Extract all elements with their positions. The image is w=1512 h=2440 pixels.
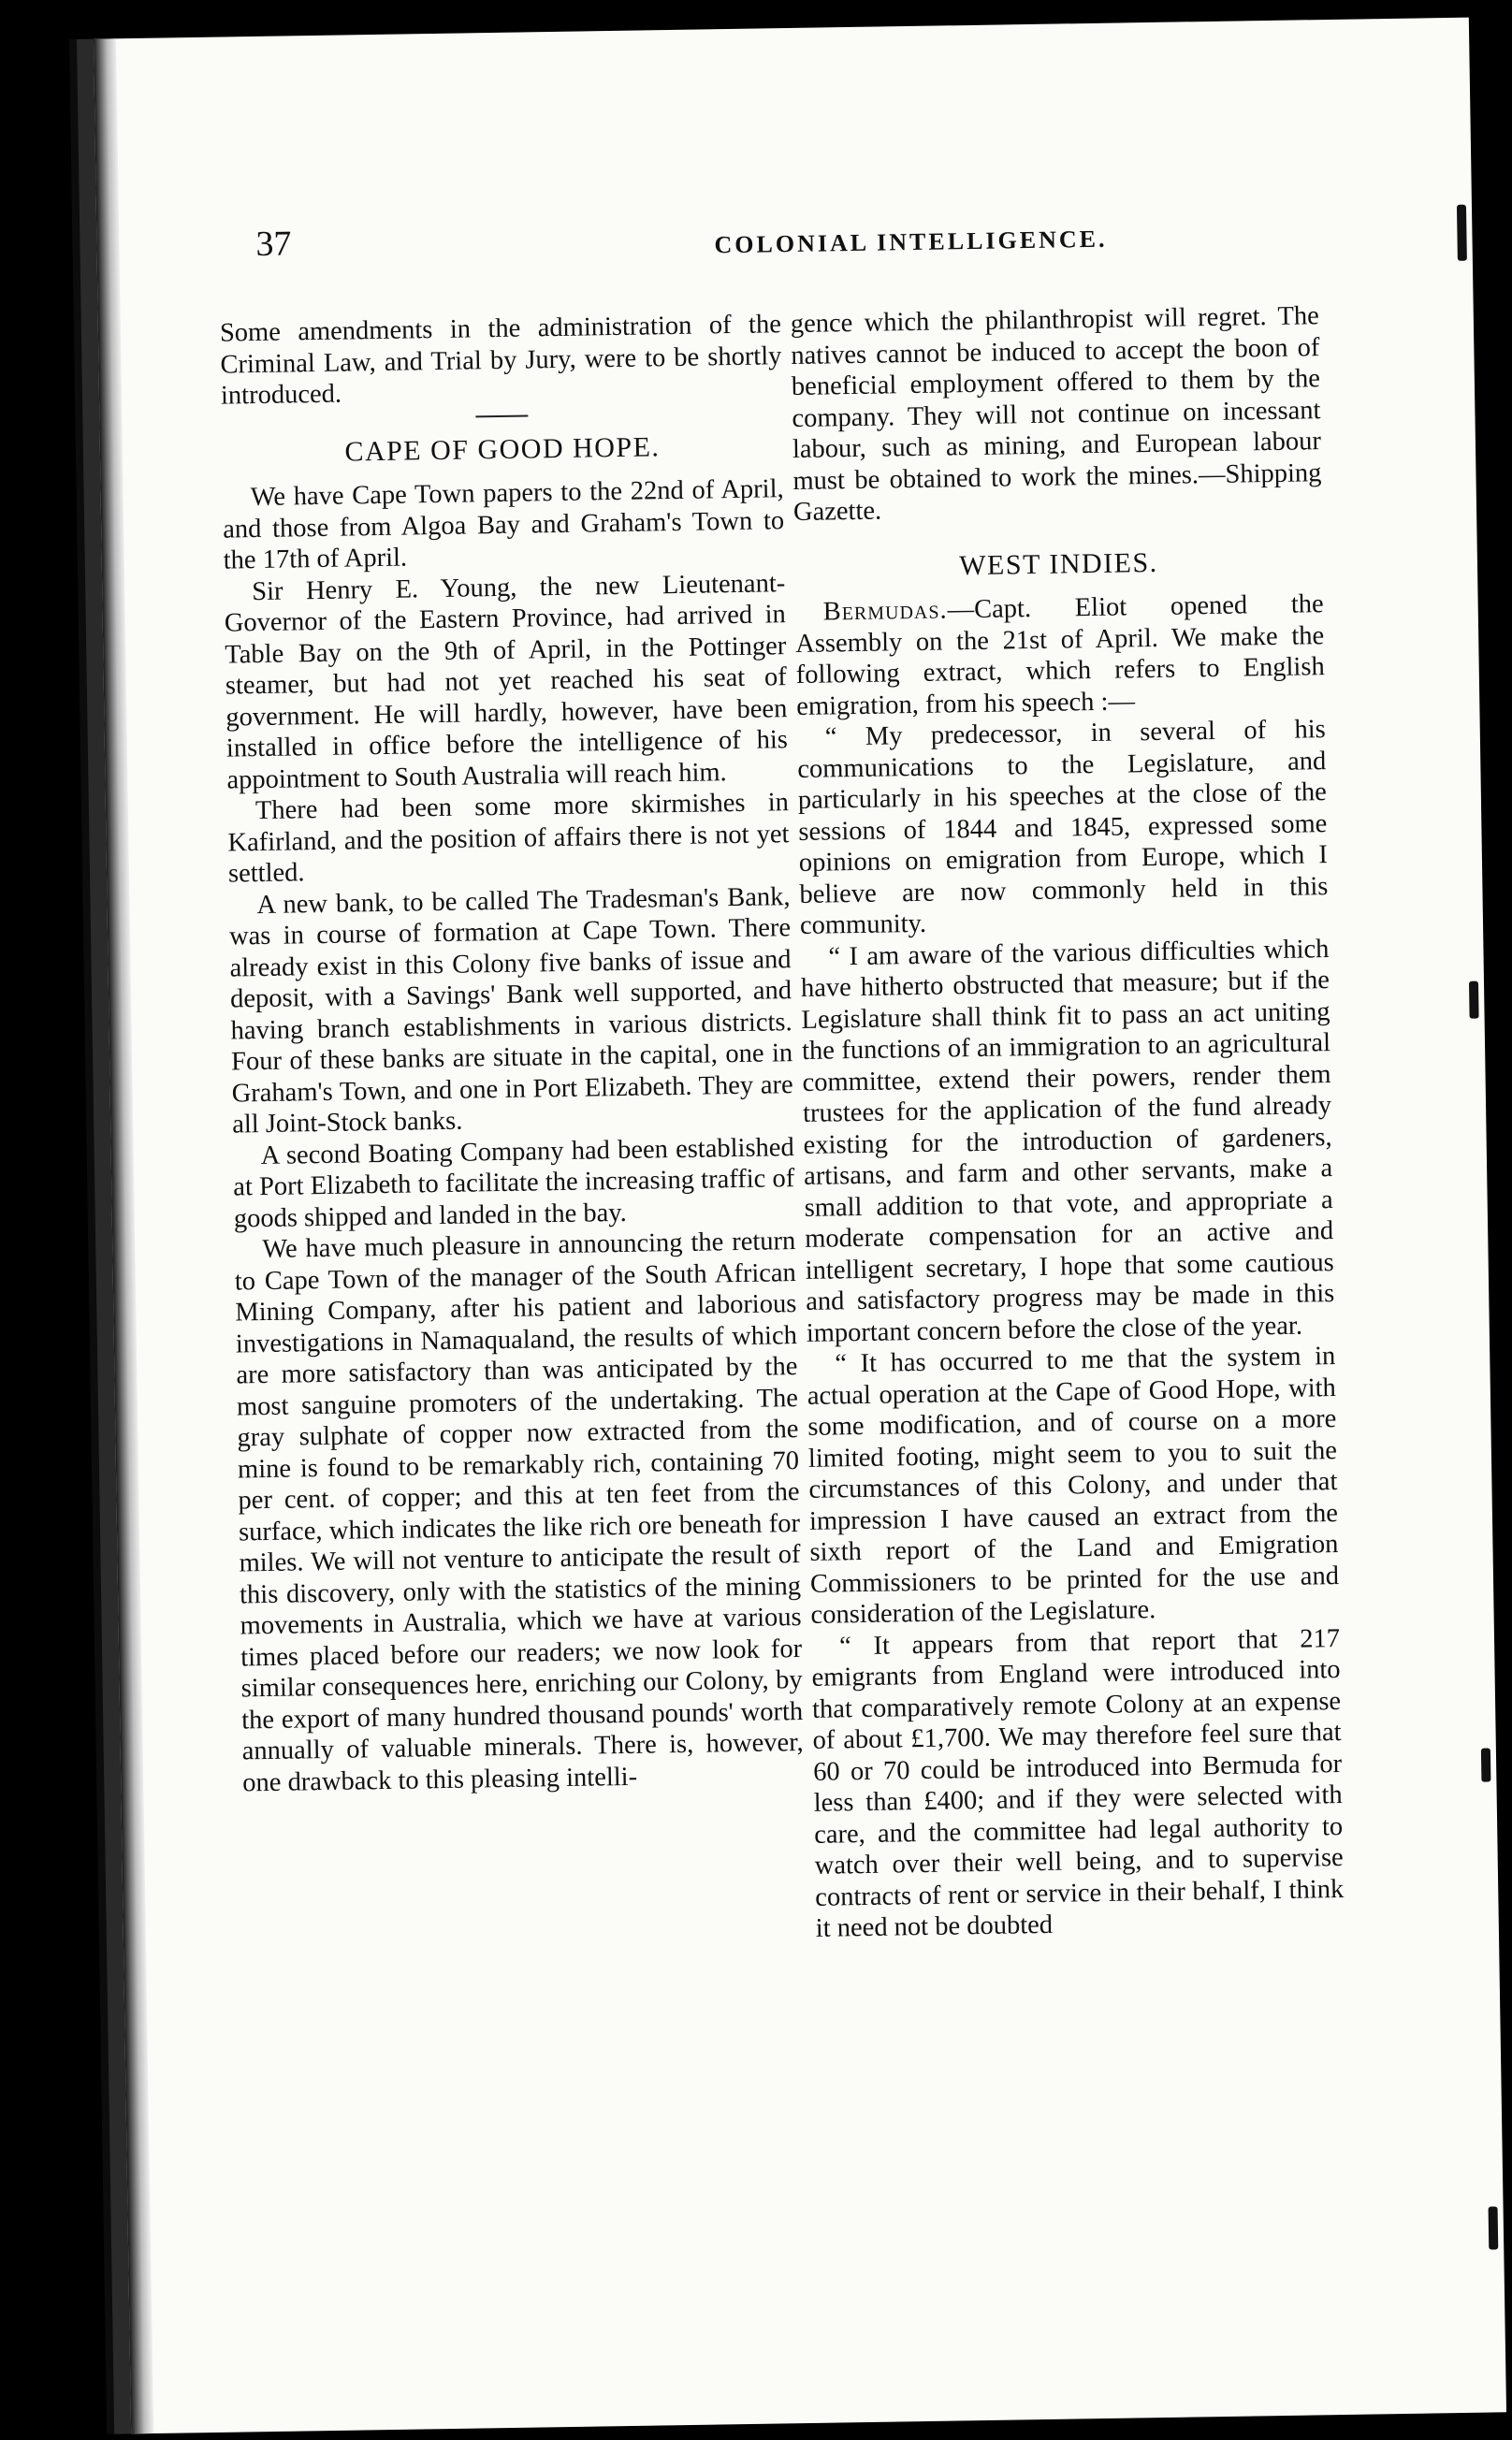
page-number: 37 (255, 224, 292, 265)
article-paragraph (794, 588, 1325, 722)
article-paragraph: We have much pleasure in announcing the return to Cape Town of the manager of the South African Mining Company, after his patient and laborious investigations in Namaqualand, the results of which are more satisfactory than was anticipated by the most sanguine promoters of the undertaking. The gray sulphate of copper now extracted from the mine is found to be remarkably rich, containing 70 per cent. of copper; and this at ten feet from the surface, which indicates the like rich ore beneath for miles. We will not venture to anticipate the result of this discovery, only with the statistics of the mining movements in Australia, which we have at various times placed before our readers; we now look for similar consequences here, enriching our Colony, by the export of many hundred thousand pounds' worth annually of valuable minerals. There is, however, one drawback to this pleasing intelli- (234, 1227, 804, 1797)
edge-mark (1489, 2206, 1499, 2249)
quoted-paragraph: “ It has occurred to me that the system in actual operation at the Cape of Good Hope, with some modification, and of course on a more limited footing, might seem to you to suit the circumstances of this Colony, and under that impression I have caused an extract from the sixth report of the Land and Emigration Commissioners to be printed for the use and consideration of the Legislature. (807, 1342, 1340, 1630)
section-heading-cape: CAPE OF GOOD HOPE. (344, 430, 661, 468)
edge-mark (1457, 205, 1467, 261)
article-paragraph: Sir Henry E. Young, the new Lieutenant-Governor of the Eastern Province, had arrived in Table Bay on the 9th of April, in the Pottinger steamer, but had not yet reached his seat of government. He will hardly, however, have been installed in office before the intelligence of his appointment to South Australia will reach him. (224, 568, 789, 795)
quoted-paragraph: “ It appears from that report that 217 emigrants from England were introduced into that comparatively remote Colony at an expense of about £1,700. We may therefore feel sure that 60 or 70 could be introduced into Bermuda for less than £400; and if they were selected with care, and the committee had legal authority to watch over their well being, and to supervise contracts of rent or service in their behalf, I think it need not be doubted (811, 1623, 1345, 1943)
right-column (791, 300, 1345, 1944)
edge-mark (1469, 981, 1479, 1019)
section-heading-west-indies: WEST INDIES. (958, 546, 1158, 581)
article-paragraph: A new bank, to be called The Tradesman's Bank, was in course of formation at Cape Town. There already exist in this Colony five banks of issue and deposit, with a Savings' Bank well supported, and having branch establishments in various districts. Four of these banks are situate in the capital, one in Graham's Town, and one in Port Elizabeth. They are all Joint-Stock banks. (228, 881, 793, 1140)
left-column (220, 309, 805, 1798)
run-in-heading: Bermudas. (822, 595, 948, 627)
article-paragraph: A second Boating Company had been established at Port Elizabeth to facilitate the increasing traffic of goods shipped and landed in the bay. (233, 1132, 795, 1234)
intro-paragraph: Some amendments in the administration of the Criminal Law, and Trial by Jury, were to be shortly introduced. (219, 310, 782, 411)
article-paragraph: We have Cape Town papers to the 22nd of April, and those from Algoa Bay and Graham's Town to the 17th of April. (222, 474, 785, 575)
book-page (94, 18, 1506, 2434)
page-binding-edge (94, 38, 153, 2433)
edge-mark (1481, 1748, 1491, 1781)
running-title: COLONIAL INTELLIGENCE. (714, 225, 1108, 259)
paragraph-text: —Capt. Eliot opened the Assembly on the 21st of April. We make the following extract, which refers to English emigration, from his speech :— (794, 589, 1325, 721)
quoted-paragraph: “ My predecessor, in several of his communications to the Legislature, and particularly in his speeches at the close of the sessions of 1844 and 1845, expressed some opinions on emigration from Europe, which I believe are now commonly held in this community. (797, 715, 1329, 940)
page-header (255, 205, 1473, 280)
section-divider (475, 414, 528, 417)
continued-paragraph: gence which the philanthropist will regret. The natives cannot be induced to accept the boon of beneficial employment offered to them by the company. They will not continue on incessant labour, such as mining, and European labour must be obtained to work the mines.—Shipping Gazette. (790, 301, 1322, 528)
article-paragraph: There had been some more skirmishes in Kafirland, and the position of affairs there is not yet settled. (227, 788, 790, 889)
quoted-paragraph: “ I am aware of the various difficulties which have hitherto obstructed that measure; but if the Legislature shall think fit to pass an act uniting the functions of an immigration to an agricultural committee, extend their powers, render them trustees for the application of the fund already existing for the introduction of gardeners, artisans, and farm and other servants, make a small addition to that vote, and appropriate a moderate compensation for an active and intelligent secretary, I hope that some cautious and satisfactory progress may be made in this important concern before the close of the year. (800, 934, 1335, 1348)
